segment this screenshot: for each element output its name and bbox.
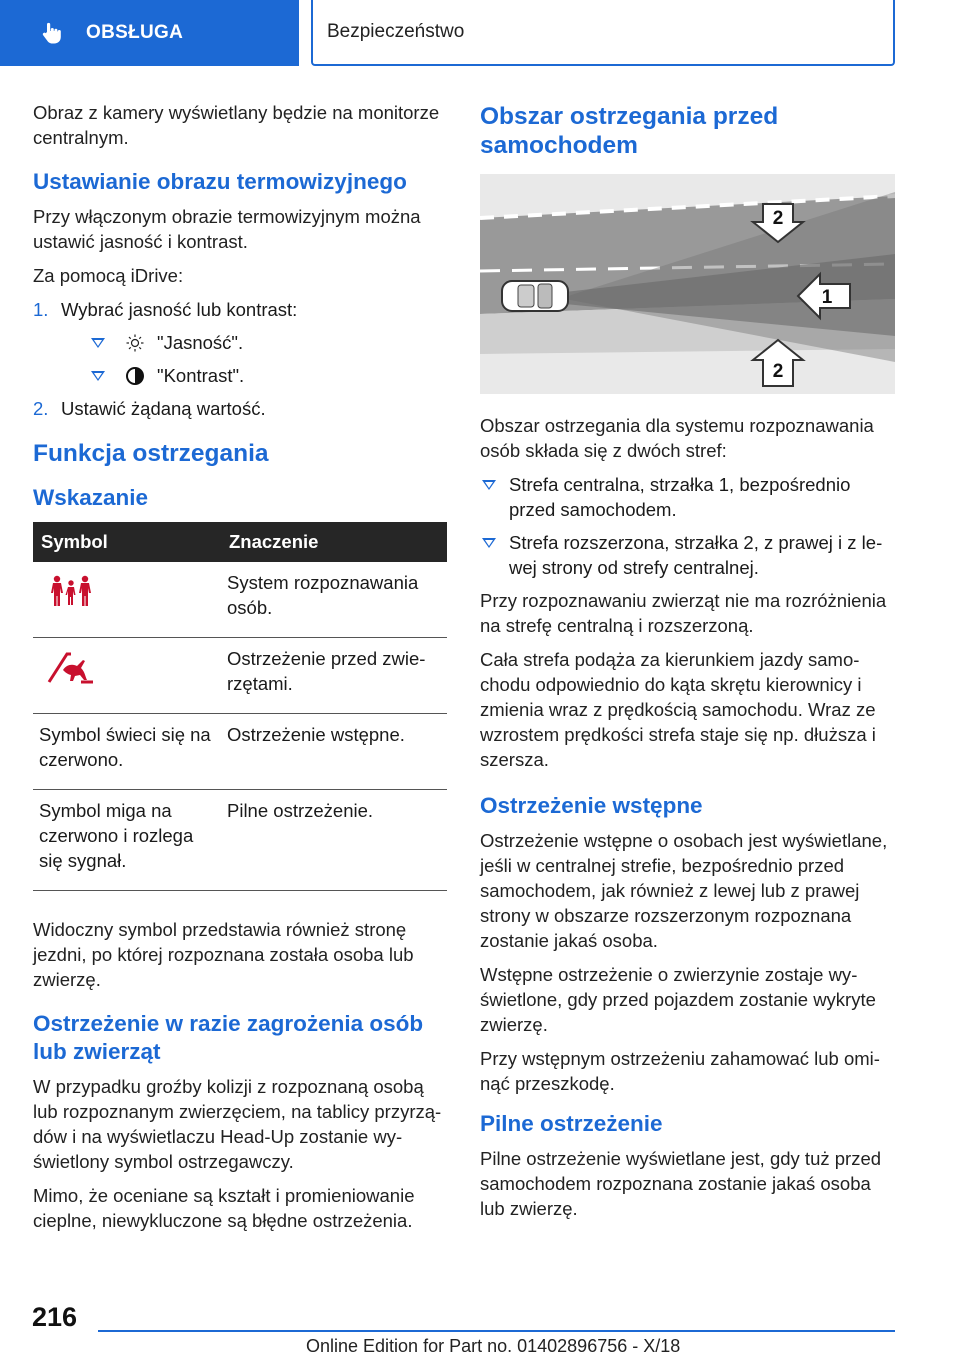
left-column [33,100,447,1242]
step-number: 1. [33,299,49,320]
option-contrast [61,363,447,388]
thermal-paragraph: Przy włączonym obrazie termowizyjnym można ustawić jasność i kontrast. [33,206,421,252]
section-label: OBSŁUGA [86,22,184,43]
option-brightness [61,330,447,355]
meaning-cell: Ostrzeżenie wstępne. [221,714,447,790]
step-item [33,297,447,388]
zone-central-text: Strefa centralna, strzałka 1, bezpośrednio przed samochodem. [509,474,851,520]
step-text: Wybrać jasność lub kontrast: [61,299,298,320]
pre-warning-paragraph-1: Ostrzeżenie wstępne o osobach jest wyświetlane, jeśli w centralnej strefie, bezpośrednio przed samochodem, jak również z lewej lub z prawej strony w obszarze rozszerzonym rozpoznana zostanie jakaś osoba. [480,830,888,951]
heading-thermal-image: Ustawianie obrazu termowizyjnego [33,169,407,194]
table-row [33,714,447,790]
symbol-cell: Symbol świeci się na czerwono. [33,714,221,790]
car-icon [502,281,568,311]
option-contrast-label: "Kontrast". [157,365,245,386]
pre-warning-paragraph-2: Wstępne ostrzeżenie o zwierzynie zostaje wyświetlone, gdy przed pojazdem zostanie wykryte zwierzę. [480,964,876,1035]
bullet-triangle-icon [91,371,105,381]
heading-pre-warning: Ostrzeżenie wstępne [480,793,703,818]
area-paragraph-3: Cała strefa podąża za kierunkiem jazdy samochodu odpowiednio do kąta skrętu kierownicy i zmienia wraz z prędkością samochodu. Wraz ze wzrostem prędkości strefa staje się np. dłuższa i szersza. [480,649,876,770]
list-item [480,530,895,580]
hand-pointer-icon [40,21,64,45]
right-column [480,100,895,1230]
column-header-symbol: Symbol [33,522,221,562]
meaning-cell: Ostrzeżenie przed zwierzętami. [221,638,447,714]
pre-warning-paragraph-3: Przy wstępnym ostrzeżeniu zahamować lub ominąć przeszkodę. [480,1048,880,1094]
urgent-paragraph: Pilne ostrzeżenie wyświetlane jest, gdy tuż przed samochodem rozpoznana zostanie jakaś osoba lub zwierzę. [480,1148,882,1219]
table-row [33,638,447,714]
person-recognition-icon [45,574,97,608]
zone-list [480,472,895,580]
symbol-cell: Symbol miga na czerwono i rozlega się sygnał. [33,790,221,891]
steps-list [33,297,447,421]
arrow-1-label: 1 [821,287,833,308]
idrive-paragraph: Za pomocą iDrive: [33,265,184,286]
heading-warning-function: Funkcja ostrzegania [33,440,269,467]
warning-area-diagram [480,174,895,394]
arrow-2-top-label: 2 [772,208,784,229]
list-item [480,472,895,522]
heading-display: Wskazanie [33,485,149,510]
step-item [33,396,447,421]
page-number: 216 [32,1302,78,1332]
danger-paragraph-1: W przypadku groźby kolizji z rozpoznaną osobą lub rozpoznanym zwierzęciem, na tablicy przyrządów i na wyświetlaczu Head-Up zostanie wyświetlony symbol ostrzegawczy. [33,1076,442,1172]
table-row [33,562,447,638]
symbol-table [33,522,447,891]
option-brightness-label: "Jasność". [157,332,244,353]
bullet-triangle-icon [482,480,496,490]
footer-divider [98,1330,895,1332]
zone-extended-text: Strefa rozszerzona, strzałka 2, z prawej i z lewej strony od strefy centralnej. [509,532,883,578]
column-header-meaning: Znaczenie [221,522,447,562]
intro-paragraph: Obraz z kamery wyświetlany będzie na monitorze centralnym. [33,102,440,148]
animal-warning-icon [45,650,97,684]
symbol-cell [33,638,221,714]
contrast-icon [125,366,145,386]
step-number: 2. [33,398,49,419]
table-row [33,790,447,891]
breadcrumb[interactable]: Bezpieczeństwo [311,0,895,66]
area-paragraph-2: Przy rozpoznawaniu zwierząt nie ma rozróżnienia na strefę centralną i rozszerzoną. [480,590,887,636]
page-header [0,0,960,66]
meaning-cell: System rozpoznawania osób. [221,562,447,638]
footer-edition: Online Edition for Part no. 01402896756 - X/18 [306,1336,681,1356]
after-table-paragraph: Widoczny symbol przedstawia również stronę jezdni, po której rozpoznana została osoba lub zwierzę. [33,919,414,990]
heading-warning-area: Obszar ostrzegania przed samochodem [480,103,779,159]
symbol-cell [33,562,221,638]
bullet-triangle-icon [482,538,496,548]
brightness-icon [125,333,145,353]
bullet-triangle-icon [91,338,105,348]
danger-paragraph-2: Mimo, że oceniane są kształt i promieniowanie cieplne, niewykluczone są błędne ostrzeżenia. [33,1185,415,1231]
table-header-row [33,522,447,562]
heading-danger-warning: Ostrzeżenie w razie zagrożenia osób lub zwierząt [33,1011,424,1064]
heading-urgent-warning: Pilne ostrzeżenie [480,1111,663,1136]
meaning-cell: Pilne ostrzeżenie. [221,790,447,891]
step-text: Ustawić żądaną wartość. [61,398,266,419]
area-paragraph-1: Obszar ostrzegania dla systemu rozpoznawania osób składa się z dwóch stref: [480,415,874,461]
arrow-2-bottom-label: 2 [772,361,784,382]
option-list [61,330,447,388]
section-tab[interactable] [0,0,299,66]
